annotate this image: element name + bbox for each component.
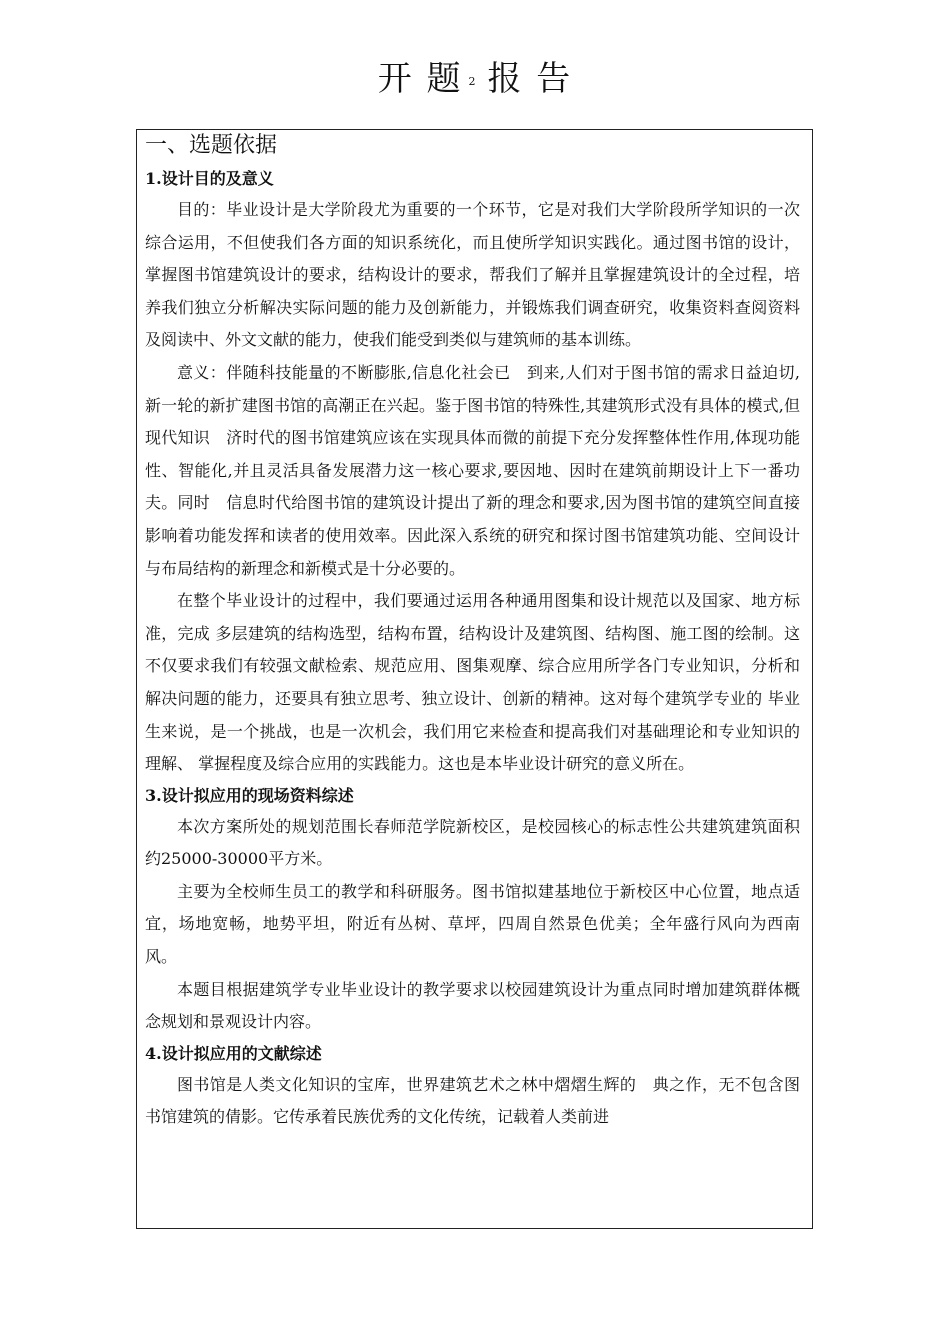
subsection-heading-site: 3.设计拟应用的现场资料综述 (145, 785, 354, 805)
subsection-heading-literature: 4.设计拟应用的文献综述 (145, 1043, 322, 1063)
paragraph-literature: 图书馆是人类文化知识的宝库，世界建筑艺术之林中熠熠生辉的 典之作，无不包含图书馆建筑的倩影。它传承着民族优秀的文化传统，记载着人类前进 (145, 1074, 800, 1127)
report-content-box (136, 129, 813, 1229)
paragraph-purpose: 目的：毕业设计是大学阶段尤为重要的一个环节，它是对我们大学阶段所学知识的一次综合运用，不但使我们各方面的知识系统化，而且使所学知识实践化。通过图书馆的设计，掌握图书馆建筑设计的要求，结构设计的要求，帮我们了解并且掌握建筑设计的全过程，培养我们独立分析解决实际问题的能力及创新能力，并锻炼我们调查研究，收集资料查阅资料及阅读中、外文文献的能力，使我们能受到类似与建筑师的基本训练。 (145, 200, 800, 350)
page-title (0, 56, 950, 102)
paragraph-site-requirements: 本题目根据建筑学专业毕业设计的教学要求以校园建筑设计为重点同时增加建筑群体概念规划和景观设计内容。 (145, 979, 800, 1032)
paragraph-site-location: 主要为全校师生员工的教学和科研服务。图书馆拟建基地位于新校区中心位置，地点适宜，场地宽畅，地势平坦，附近有丛树、草坪，四周自然景色优美；全年盛行风向为西南风。 (145, 881, 800, 967)
paragraph-site-scope: 本次方案所处的规划范围长春师范学院新校区，是校园核心的标志性公共建筑建筑面积约25000-30000平方米。 (145, 816, 800, 869)
page-title-left: 开 题 (377, 59, 463, 99)
page-number-marker: 2 (468, 74, 478, 88)
subsection-heading-purpose: 1.设计目的及意义 (145, 169, 274, 188)
paragraph-significance: 意义：伴随科技能量的不断膨胀,信息化社会已 到来,人们对于图书馆的需求日益迫切,新一轮的新扩建图书馆的高潮正在兴起。鉴于图书馆的特殊性,其建筑形式没有具体的模式,但现代知识 济时代的图书馆建筑应该在实现具体而微的前提下充分发挥整体性作用,体现功能性、智能化,并且灵活具备发展潜力这一核心要求,要因地、因时在建筑前期设计上下一番功夫。同时 信息时代给图书馆的建筑设计提出了新的理念和要求,因为图书馆的建筑空间直接影响着功能发挥和读者的使用效率。因此深入系统的研究和探讨图书馆建筑功能、空间设计与布局结构的新理念和新模式是十分必要的。 (145, 362, 800, 578)
section-heading: 一、选题依据 (145, 133, 278, 158)
page-title-right: 报 告 (487, 59, 573, 99)
paragraph-process: 在整个毕业设计的过程中，我们要通过运用各种通用图集和设计规范以及国家、地方标准，完成 多层建筑的结构选型，结构布置，结构设计及建筑图、结构图、施工图的绘制。这不仅要求我们有较强文献检索、规范应用、图集观摩、综合应用所学各门专业知识，分析和解决问题的能力，还要具有独立思考、独立设计、创新的精神。这对每个建筑学专业的 毕业生来说，是一个挑战，也是一次机会，我们用它来检查和提高我们对基础理论和专业知识的理解、 掌握程度及综合应用的实践能力。这也是本毕业设计研究的意义所在。 (145, 591, 800, 774)
